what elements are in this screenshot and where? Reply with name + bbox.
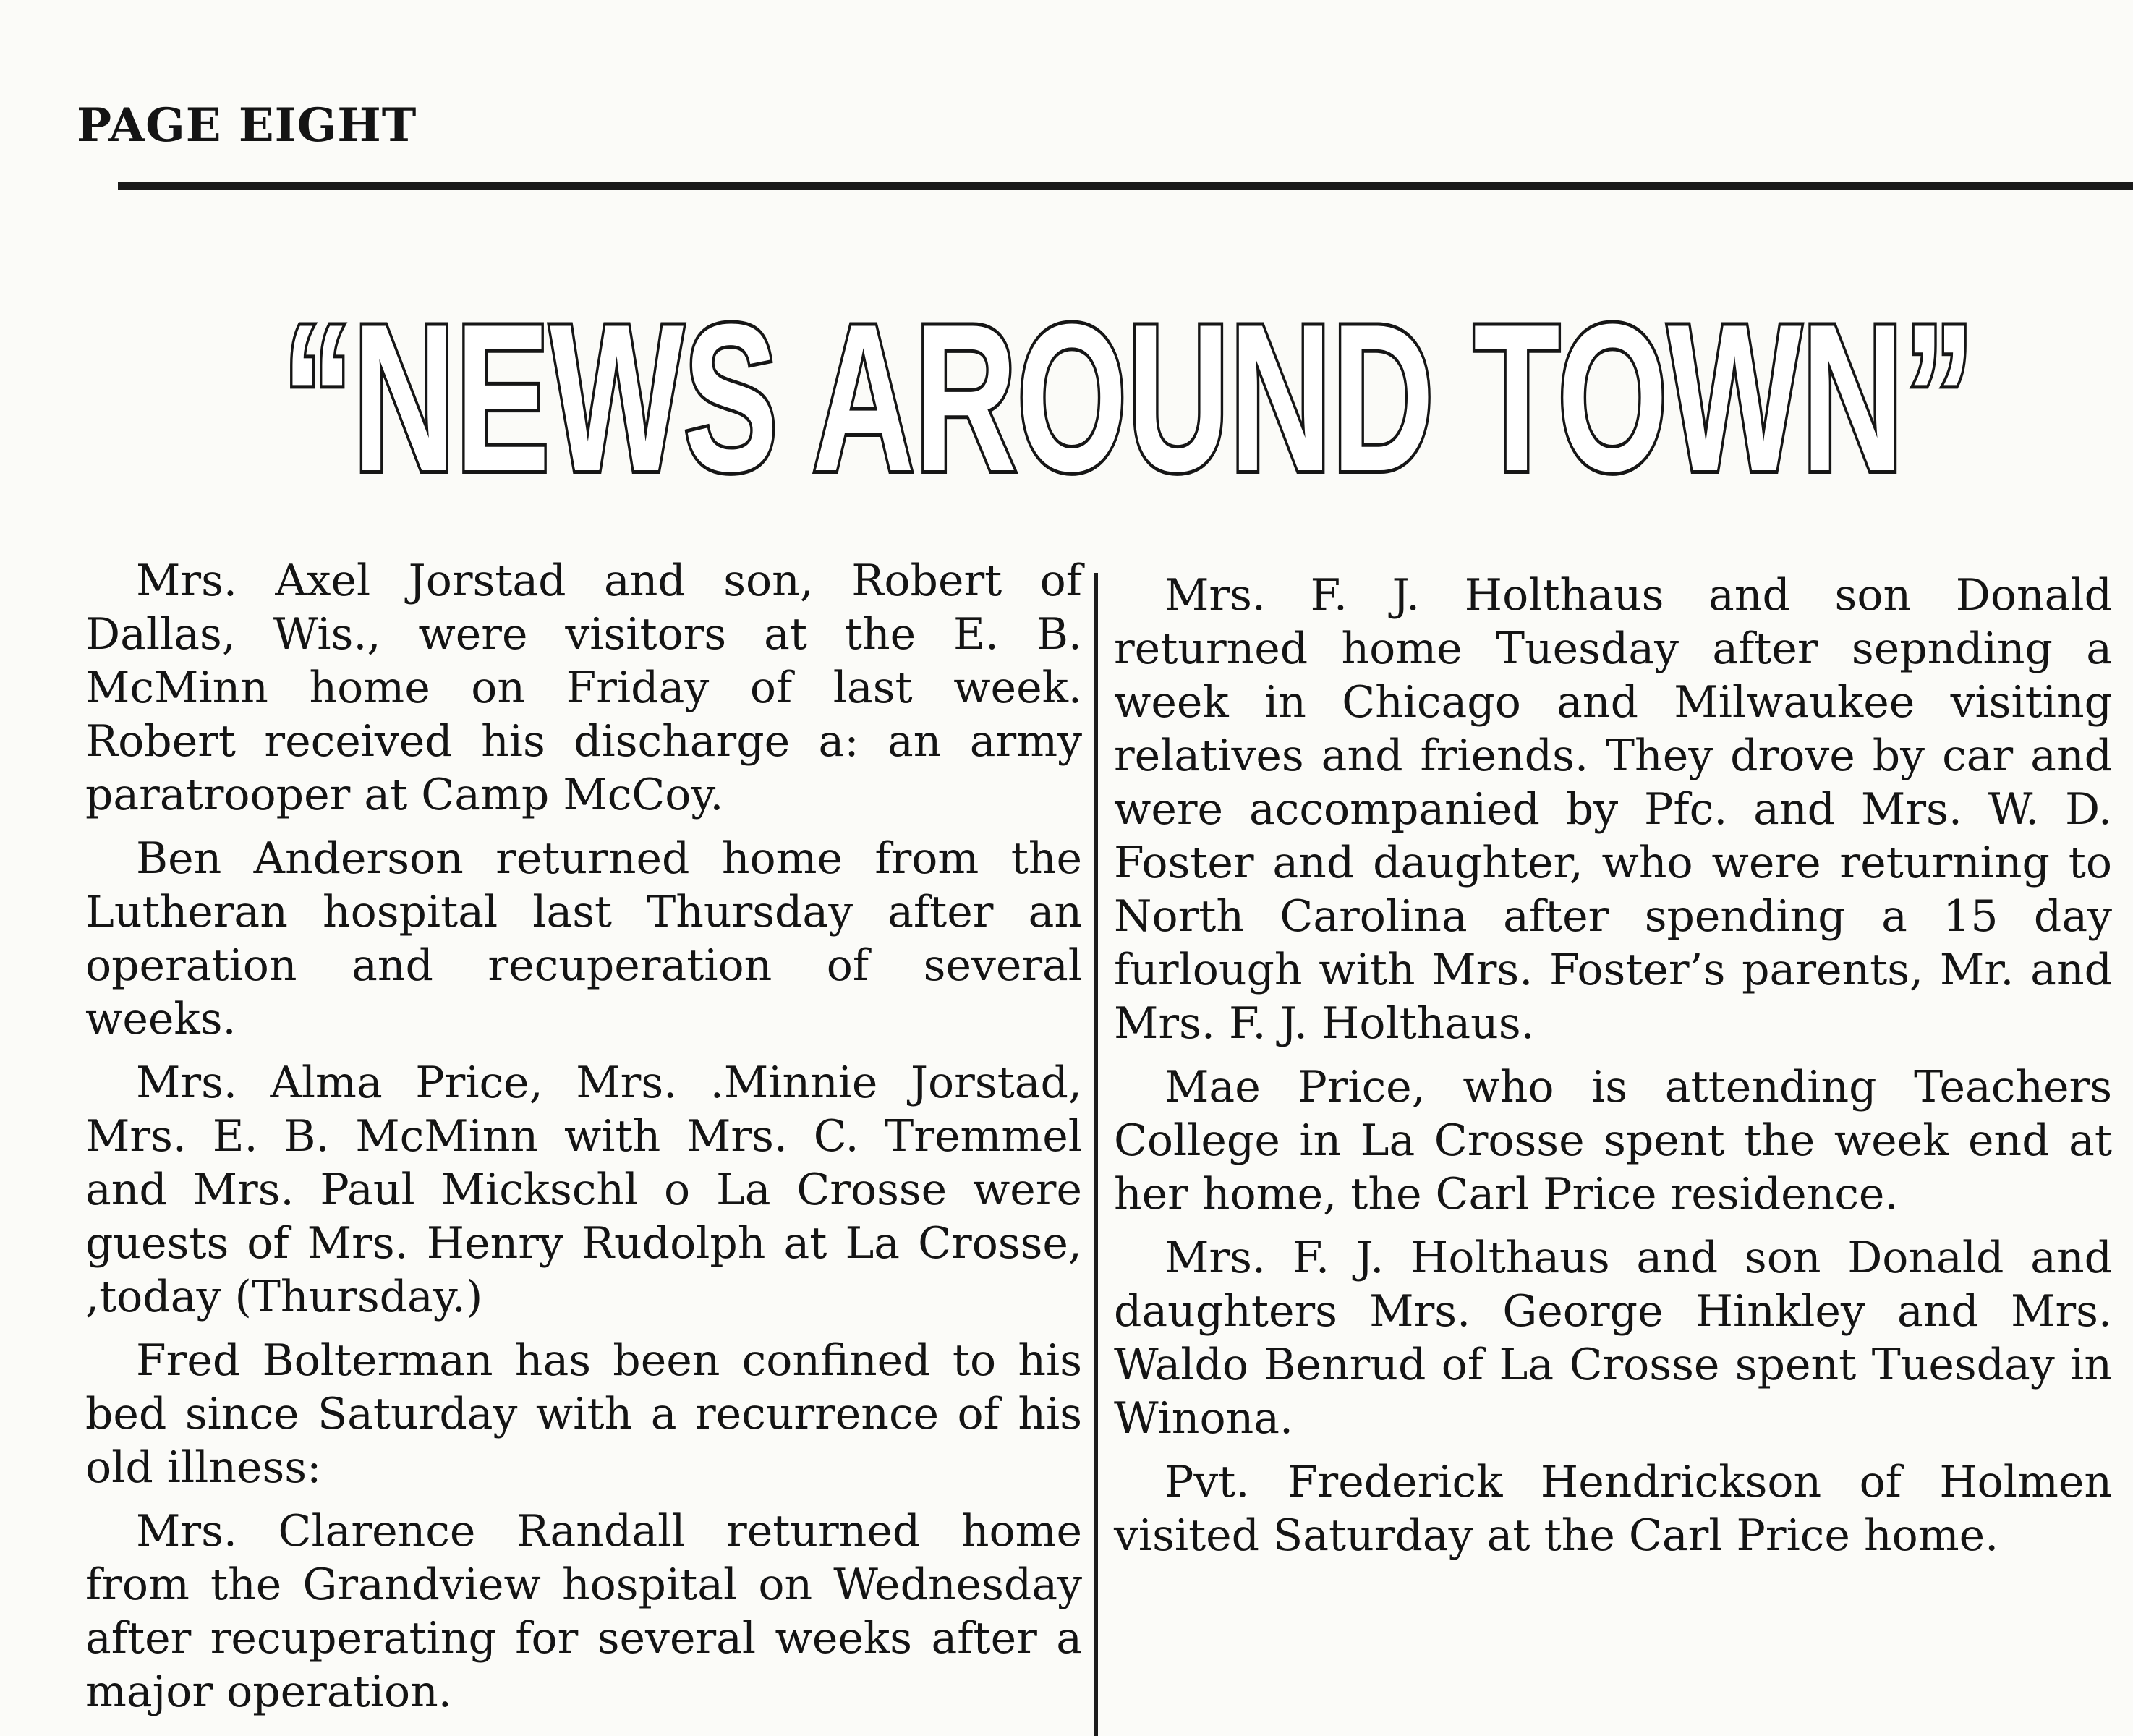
headline <box>268 289 1989 506</box>
news-item-price-guests: Mrs. Alma Price, Mrs. .Minnie Jorstad, Mrs. E. B. McMinn with Mrs. C. Tremmel and Mrs. Paul Mickschl o La Crosse were guests of Mrs. Henry Rudolph at La Crosse, ,today (Thursday.) <box>85 1058 1082 1322</box>
article-column-left <box>85 554 1082 1729</box>
headline-svg <box>268 289 1989 506</box>
news-item-jorstad: Mrs. Axel Jorstad and son, Robert of Dallas, Wis., were visitors at the E. B. McMinn home on Friday of last week. Robert received his discharge a: an army paratrooper at Camp McCoy. <box>85 556 1082 820</box>
headline-text: “NEWS AROUND TOWN” <box>282 289 1975 506</box>
top-rule <box>118 182 2133 190</box>
news-item-anderson: Ben Anderson returned home from the Lutheran hospital last Thursday after an operation and recuperation of several weeks. <box>85 833 1082 1044</box>
news-item-randall: Mrs. Clarence Randall returned home from the Grandview hospital on Wednesday after recuperating for several weeks after a major operation. <box>85 1506 1082 1717</box>
news-item-bolterman: Fred Bolterman has been confined to his bed since Saturday with a recurrence of his old illness: <box>85 1335 1082 1493</box>
news-item-holthaus-winona: Mrs. F. J. Holthaus and son Donald and daughters Mrs. George Hinkley and Mrs. Waldo Benrud of La Crosse spent Tuesday in Winona. <box>1114 1233 2112 1444</box>
news-item-holthaus-trip: Mrs. F. J. Holthaus and son Donald returned home Tuesday after sepnding a week in Chicago and Milwaukee visiting relatives and friends. They drove by car and were accompanied by Pfc. and Mrs. W. D. Foster and daughter, who were returning to North Carolina after spending a 15 day furlough with Mrs. Foster’s parents, Mr. and Mrs. F. J. Holthaus. <box>1114 570 2112 1049</box>
article-column-right <box>1114 569 2112 1573</box>
column-divider <box>1094 573 1098 1736</box>
news-item-hendrickson: Pvt. Frederick Hendrickson of Holmen visited Saturday at the Carl Price home. <box>1114 1457 2112 1561</box>
page-label: PAGE EIGHT <box>77 98 417 153</box>
news-item-mae-price: Mae Price, who is attending Teachers College in La Crosse spent the week end at her home, the Carl Price residence. <box>1114 1062 2112 1220</box>
